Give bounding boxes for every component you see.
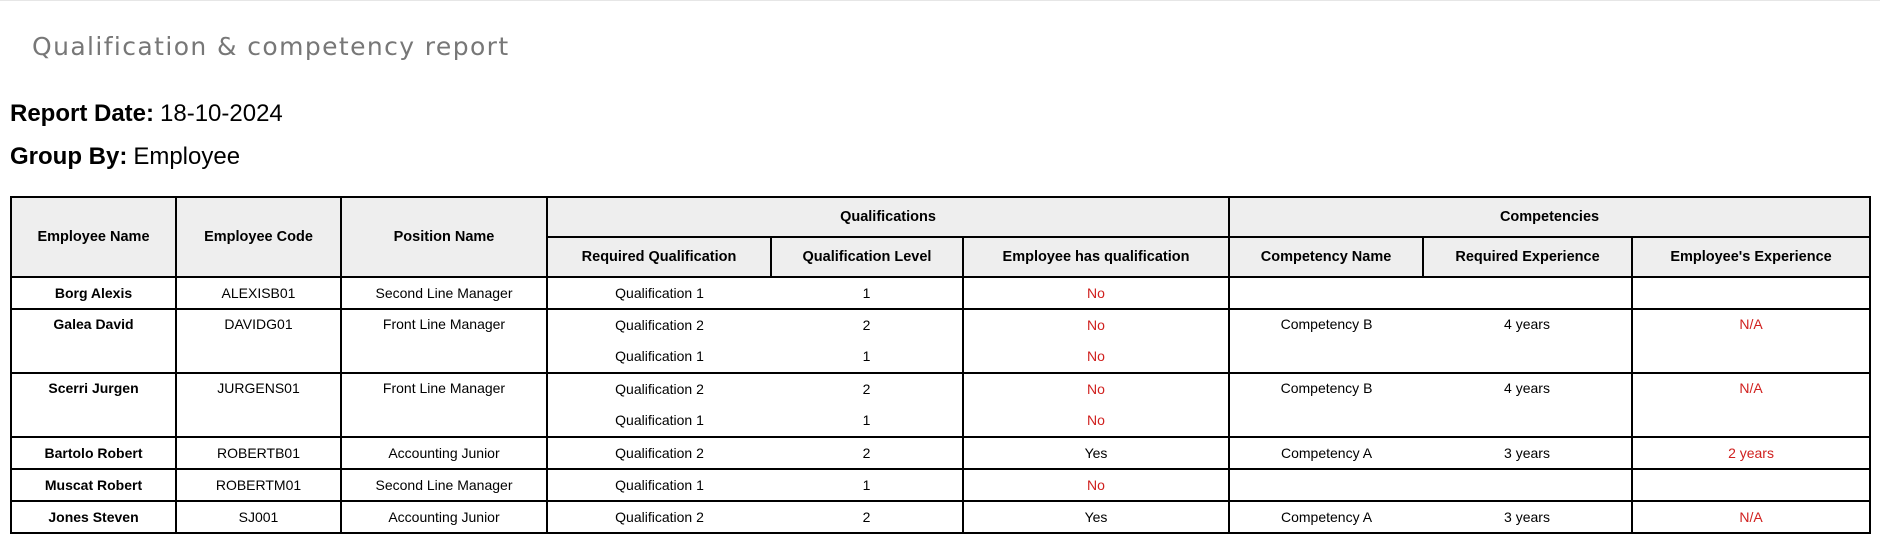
qualification-level-cell: 2: [771, 373, 963, 404]
position-name-cell: Front Line Manager: [341, 309, 547, 373]
has-qualification-cell: No: [963, 340, 1229, 373]
position-name-cell: Accounting Junior: [341, 501, 547, 533]
header-required-qualification[interactable]: Required Qualification: [547, 237, 771, 277]
table-row: [11, 501, 1870, 533]
required-qualification-cell: Qualification 1: [547, 469, 771, 501]
report-date-value: 18-10-2024: [160, 100, 283, 127]
has-qualification-cell: No: [963, 309, 1229, 340]
has-qualification-cell: No: [963, 277, 1229, 309]
required-qualification-cell: Qualification 1: [547, 404, 771, 437]
required-qualification-cell: Qualification 2: [547, 437, 771, 469]
qualification-level-cell: 2: [771, 501, 963, 533]
group-by-value: Employee: [133, 143, 241, 170]
header-employee-code[interactable]: Employee Code: [176, 197, 341, 277]
header-competencies-group: Competencies: [1229, 197, 1870, 237]
report-date: [10, 100, 283, 128]
employee-name-cell: Galea David: [11, 309, 176, 373]
employee-name-cell: Borg Alexis: [11, 277, 176, 309]
employee-code-cell: ROBERTB01: [176, 437, 341, 469]
qualification-level-cell: 2: [771, 309, 963, 340]
competency-name-cell: Competency B: [1229, 309, 1423, 373]
required-experience-cell: [1423, 277, 1632, 309]
required-experience-cell: 4 years: [1423, 373, 1632, 437]
header-qualifications-group: Qualifications: [547, 197, 1229, 237]
header-required-experience[interactable]: Required Experience: [1423, 237, 1632, 277]
position-name-cell: Front Line Manager: [341, 373, 547, 437]
position-name-cell: Second Line Manager: [341, 469, 547, 501]
table-row: [11, 437, 1870, 469]
employee-experience-cell: N/A: [1632, 373, 1870, 437]
required-qualification-cell: Qualification 2: [547, 373, 771, 404]
employee-experience-cell: N/A: [1632, 501, 1870, 533]
header-competency-name[interactable]: Competency Name: [1229, 237, 1423, 277]
employee-experience-cell: [1632, 469, 1870, 501]
table-row: [11, 469, 1870, 501]
employee-name-cell: Bartolo Robert: [11, 437, 176, 469]
has-qualification-cell: No: [963, 469, 1229, 501]
has-qualification-cell: No: [963, 373, 1229, 404]
competency-name-cell: [1229, 469, 1423, 501]
qualification-level-cell: 1: [771, 469, 963, 501]
employee-code-cell: DAVIDG01: [176, 309, 341, 373]
employee-code-cell: JURGENS01: [176, 373, 341, 437]
qualification-level-cell: 2: [771, 437, 963, 469]
report-date-label: Report Date:: [10, 100, 155, 127]
qualification-level-cell: 1: [771, 404, 963, 437]
qualification-level-cell: 1: [771, 340, 963, 373]
required-experience-cell: 4 years: [1423, 309, 1632, 373]
table-row: [11, 277, 1870, 309]
employee-experience-cell: 2 years: [1632, 437, 1870, 469]
required-experience-cell: 3 years: [1423, 501, 1632, 533]
competency-name-cell: Competency B: [1229, 373, 1423, 437]
required-qualification-cell: Qualification 1: [547, 277, 771, 309]
report-title: Qualification & competency report: [32, 32, 510, 61]
header-qualification-level[interactable]: Qualification Level: [771, 237, 963, 277]
employee-code-cell: SJ001: [176, 501, 341, 533]
has-qualification-cell: Yes: [963, 501, 1229, 533]
employee-experience-cell: N/A: [1632, 309, 1870, 373]
employee-name-cell: Jones Steven: [11, 501, 176, 533]
position-name-cell: Accounting Junior: [341, 437, 547, 469]
has-qualification-cell: Yes: [963, 437, 1229, 469]
required-qualification-cell: Qualification 2: [547, 309, 771, 340]
competency-name-cell: Competency A: [1229, 437, 1423, 469]
header-employee-has-qualification[interactable]: Employee has qualification: [963, 237, 1229, 277]
header-employee-name[interactable]: Employee Name: [11, 197, 176, 277]
report-table: [10, 196, 1871, 534]
header-position-name[interactable]: Position Name: [341, 197, 547, 277]
table-row: [11, 373, 1870, 404]
employee-experience-cell: [1632, 277, 1870, 309]
competency-name-cell: [1229, 277, 1423, 309]
top-divider: [0, 0, 1880, 1]
employee-name-cell: Muscat Robert: [11, 469, 176, 501]
competency-name-cell: Competency A: [1229, 501, 1423, 533]
table-row: [11, 309, 1870, 340]
required-qualification-cell: Qualification 1: [547, 340, 771, 373]
employee-name-cell: Scerri Jurgen: [11, 373, 176, 437]
position-name-cell: Second Line Manager: [341, 277, 547, 309]
required-experience-cell: [1423, 469, 1632, 501]
has-qualification-cell: No: [963, 404, 1229, 437]
required-experience-cell: 3 years: [1423, 437, 1632, 469]
header-employees-experience[interactable]: Employee's Experience: [1632, 237, 1870, 277]
employee-code-cell: ALEXISB01: [176, 277, 341, 309]
employee-code-cell: ROBERTM01: [176, 469, 341, 501]
group-by-label: Group By:: [10, 143, 128, 170]
required-qualification-cell: Qualification 2: [547, 501, 771, 533]
group-by: [10, 143, 240, 171]
qualification-level-cell: 1: [771, 277, 963, 309]
